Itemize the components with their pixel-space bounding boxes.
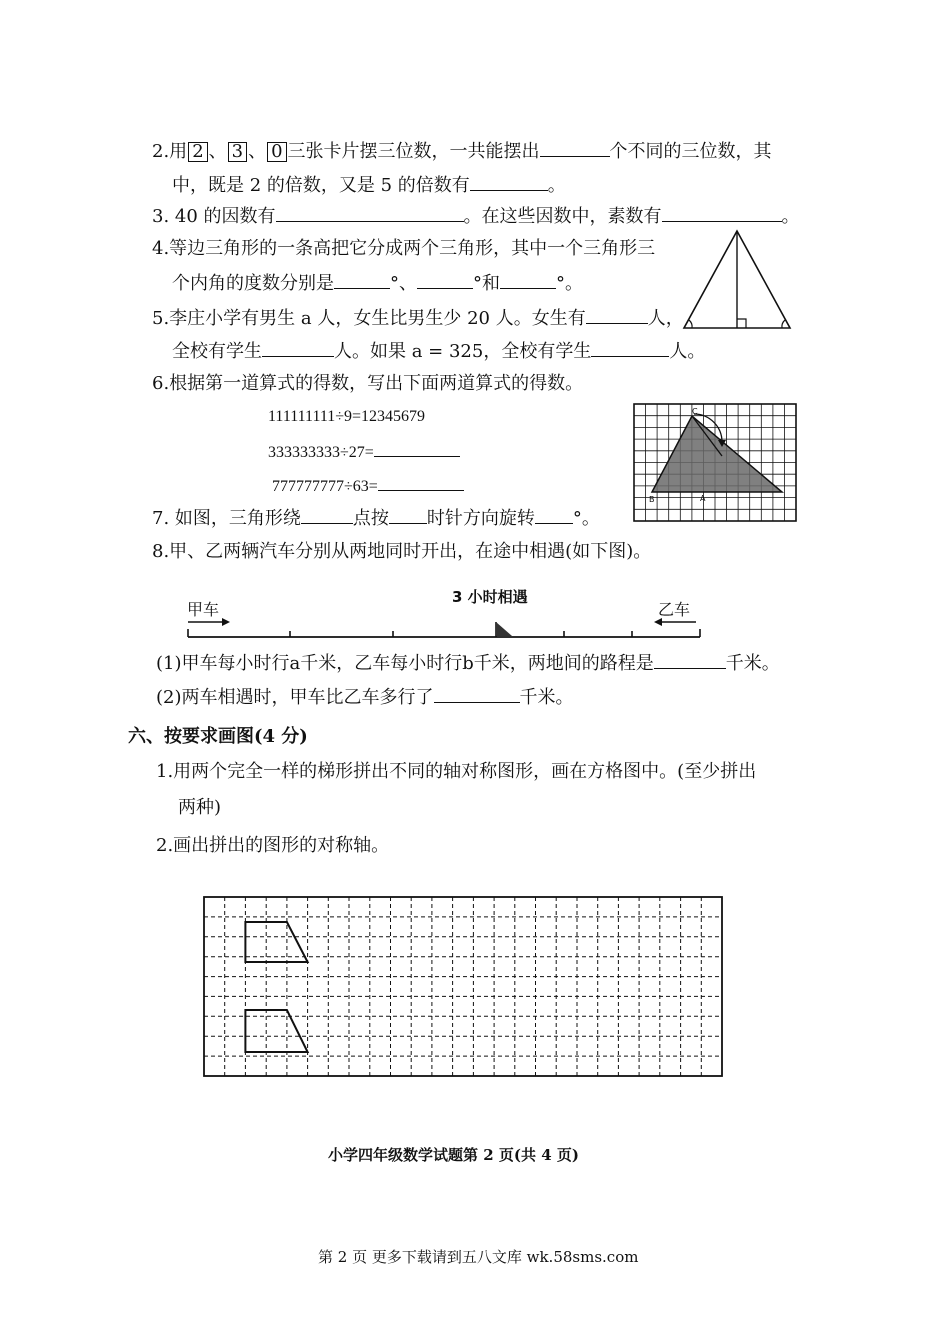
- drawing-grid[interactable]: [204, 897, 722, 1076]
- point-a-label: A: [700, 494, 706, 503]
- right-angle-mark: [737, 319, 746, 328]
- q2-number: 2.用: [152, 141, 188, 162]
- q7-blank-1[interactable]: [301, 505, 353, 524]
- section6-item1-cont: 两种): [178, 797, 222, 818]
- q3-line: 3. 40 的因数有 。在这些因数中，素数有 。: [152, 203, 800, 229]
- q6-blank-1[interactable]: [374, 440, 460, 457]
- q6-equation-3: 777777777÷63=: [272, 474, 464, 498]
- card-3: 3: [228, 142, 247, 162]
- rotation-grid-figure: [634, 404, 796, 521]
- download-note: 第 2 页 更多下载请到五八文库 wk.58sms.com: [318, 1248, 639, 1266]
- section6-item1: 1.用两个完全一样的梯形拼出不同的轴对称图形，画在方格图中。(至少拼出: [156, 761, 757, 782]
- q4-line2: 个内角的度数分别是 °、 °和 °。: [172, 270, 583, 296]
- point-c-label: C: [692, 407, 698, 416]
- q2-line2: 中，既是 2 的倍数，又是 5 的倍数有 。: [172, 172, 566, 198]
- q6-blank-2[interactable]: [378, 474, 464, 491]
- q6-equation-2: 333333333÷27=: [268, 440, 460, 464]
- equilateral-triangle-figure: [678, 228, 796, 334]
- q6-line: 6.根据第一道算式的得数，写出下面两道算式的得数。: [152, 373, 584, 394]
- q8-sub1: (1)甲车每小时行a千米，乙车每小时行b千米，两地间的路程是 千米。: [156, 650, 780, 676]
- q4-blank-1[interactable]: [334, 270, 390, 289]
- q2-answer-blank-1[interactable]: [540, 138, 610, 157]
- q3-answer-blank-1[interactable]: [276, 203, 464, 222]
- meeting-flag: [496, 622, 512, 636]
- q8-line: 8.甲、乙两辆汽车分别从两地同时开出，在途中相遇(如下图)。: [152, 541, 652, 562]
- route-ticks: [188, 622, 700, 637]
- route-diagram: [186, 612, 706, 642]
- arrow-car-a-head: [222, 618, 230, 626]
- card-0: 0: [267, 142, 286, 162]
- car-b-label: 乙车: [658, 600, 691, 619]
- drawing-grid-border: [204, 897, 722, 1076]
- trapezoid-1: [245, 922, 307, 962]
- q4-blank-2[interactable]: [417, 270, 473, 289]
- card-2: 2: [188, 142, 207, 162]
- section6-item2: 2.画出拼出的图形的对称轴。: [156, 835, 390, 856]
- q5-line1: 5.李庄小学有男生 a 人，女生比男生少 20 人。女生有 人，: [152, 305, 684, 331]
- q8-blank-1[interactable]: [654, 650, 726, 669]
- q5-line2: 全校有学生 人。如果 a = 325，全校有学生 人。: [172, 338, 705, 364]
- q2-answer-blank-2[interactable]: [470, 172, 548, 191]
- q3-answer-blank-2[interactable]: [662, 203, 782, 222]
- q2-line1: 2.用 2 、 3 、 0 三张卡片摆三位数，一共能摆出 个不同的三位数，其: [152, 138, 772, 164]
- q7-line: 7. 如图，三角形绕 点按 时针方向旋转 °。: [152, 505, 600, 531]
- point-b-label: B: [649, 495, 655, 504]
- q7-blank-2[interactable]: [389, 505, 427, 524]
- angle-arc-left: [689, 320, 692, 328]
- q5-blank-3[interactable]: [591, 338, 669, 357]
- q4-blank-3[interactable]: [500, 270, 556, 289]
- q4-line1: 4.等边三角形的一条高把它分成两个三角形，其中一个三角形三: [152, 238, 656, 259]
- q7-blank-3[interactable]: [535, 505, 573, 524]
- q5-blank-1[interactable]: [586, 305, 648, 324]
- meet-label: 3 小时相遇: [452, 588, 528, 606]
- angle-arc-right: [782, 320, 785, 328]
- drawing-grid-lines: [204, 897, 722, 1076]
- q6-equation-1: 111111111÷9=12345679: [268, 408, 426, 425]
- arrow-car-b-head: [654, 618, 662, 626]
- q8-blank-2[interactable]: [434, 684, 520, 703]
- q5-blank-2[interactable]: [262, 338, 334, 357]
- car-a-label: 甲车: [187, 600, 220, 619]
- section6-title: 六、按要求画图(4 分): [128, 726, 308, 747]
- page-footer: 小学四年级数学试题第 2 页(共 4 页): [328, 1146, 579, 1164]
- q8-sub2: (2)两车相遇时，甲车比乙车多行了 千米。: [156, 684, 574, 710]
